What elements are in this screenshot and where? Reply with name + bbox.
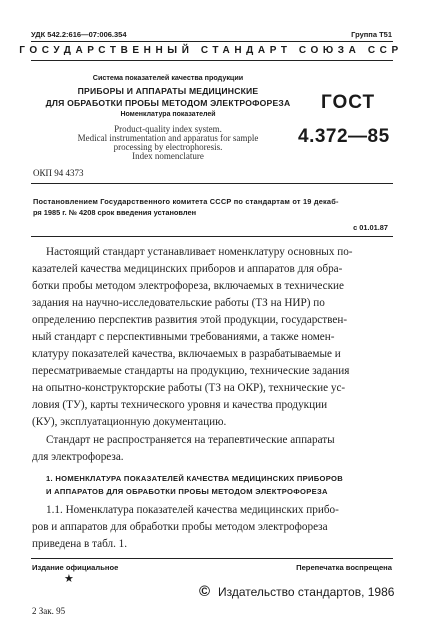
system-line: Система показателей качества продукции [92, 73, 244, 82]
okp-rule [31, 183, 393, 184]
intro-line: Настоящий стандарт устанавливает номенклатуру основных по- [46, 246, 353, 258]
resolution-rule [31, 236, 393, 237]
copyright-text: Издательство стандартов, 1986 [218, 585, 395, 599]
resolution-line-1: Постановлением Государственного комитета СССР по стандартам от 19 декаб- [33, 197, 339, 206]
section-heading-line-1: 1. НОМЕНКЛАТУРА ПОКАЗАТЕЛЕЙ КАЧЕСТВА МЕДИЦИНСКИХ ПРИБОРОВ [46, 474, 344, 483]
intro-line: пересматриваемые стандарты на продукцию, технические задания [32, 365, 350, 377]
header-rule-top [31, 41, 393, 42]
gost-label: ГОСТ [321, 92, 376, 113]
intro-line: ловия (ТУ), карты технического уровня и качества продукции [32, 399, 328, 411]
scope-line: Стандарт не распространяется на терапевтические аппараты [46, 434, 335, 446]
effective-date: с 01.01.87 [353, 223, 388, 232]
intro-line: казателей качества медицинских приборов и аппаратов для обра- [32, 263, 343, 275]
footer-rule [31, 558, 393, 559]
gost-number: 4.372—85 [298, 126, 390, 147]
intro-line: клатуру показателей качества, включаемых в разрабатываемые и [32, 348, 341, 360]
group-code: Группа Т51 [351, 30, 392, 39]
english-title-line: processing by electrophoresis. [113, 142, 223, 152]
english-title-line: Product-quality index system. [114, 124, 222, 134]
nomenclature-line: Номенклатура показателей [120, 111, 216, 118]
star-icon: ★ [64, 573, 74, 585]
scope-line: для электрофореза. [32, 451, 124, 463]
intro-line: ботки пробы методом электрофореза, включаемых в технические [32, 280, 344, 292]
okp-code: ОКП 94 4373 [33, 168, 84, 178]
state-standard-banner: ГОСУДАРСТВЕННЫЙ СТАНДАРТ СОЮЗА ССР [19, 45, 403, 56]
title-line-2: ДЛЯ ОБРАБОТКИ ПРОБЫ МЕТОДОМ ЭЛЕКТРОФОРЕЗА [45, 98, 291, 108]
intro-line: на опытно-конструкторские работы (ТЗ на ОКР), технические ус- [32, 382, 346, 394]
reprint-forbidden: Перепечатка воспрещена [296, 563, 392, 572]
official-edition: Издание официальное [32, 563, 119, 572]
section-para-line: ров и аппаратов для обработки пробы методом электрофореза [32, 521, 328, 533]
intro-line: задания на научно-исследовательские работы (ТЗ на НИР) по [32, 297, 325, 309]
english-title-line: Index nomenclature [132, 151, 204, 161]
intro-line: определению перспектив развития этой продукции, государствен- [32, 314, 348, 326]
section-para-line: 1.1. Номенклатура показателей качества медицинских прибо- [46, 504, 339, 516]
intro-line: (КУ), эксплуатационную документацию. [32, 416, 227, 428]
english-title-line: Medical instrumentation and apparatus for sample [77, 133, 259, 143]
title-line-1: ПРИБОРЫ И АППАРАТЫ МЕДИЦИНСКИЕ [77, 86, 259, 96]
copyright-icon: © [199, 583, 211, 600]
intro-line: ный стандарт с перспективными требованиями, а также номен- [32, 331, 335, 343]
order-number: 2 Зак. 95 [32, 606, 66, 616]
section-para-line: приведена в табл. 1. [32, 538, 128, 550]
udk-code: УДК 542.2:616—07:006.354 [31, 30, 127, 39]
header-rule-bottom [31, 60, 393, 61]
section-heading-line-2: И АППАРАТОВ ДЛЯ ОБРАБОТКИ ПРОБЫ МЕТОДОМ ЭЛЕКТРОФОРЕЗА [46, 487, 328, 496]
resolution-line-2: ря 1985 г. № 4208 срок введения установлен [33, 208, 197, 217]
